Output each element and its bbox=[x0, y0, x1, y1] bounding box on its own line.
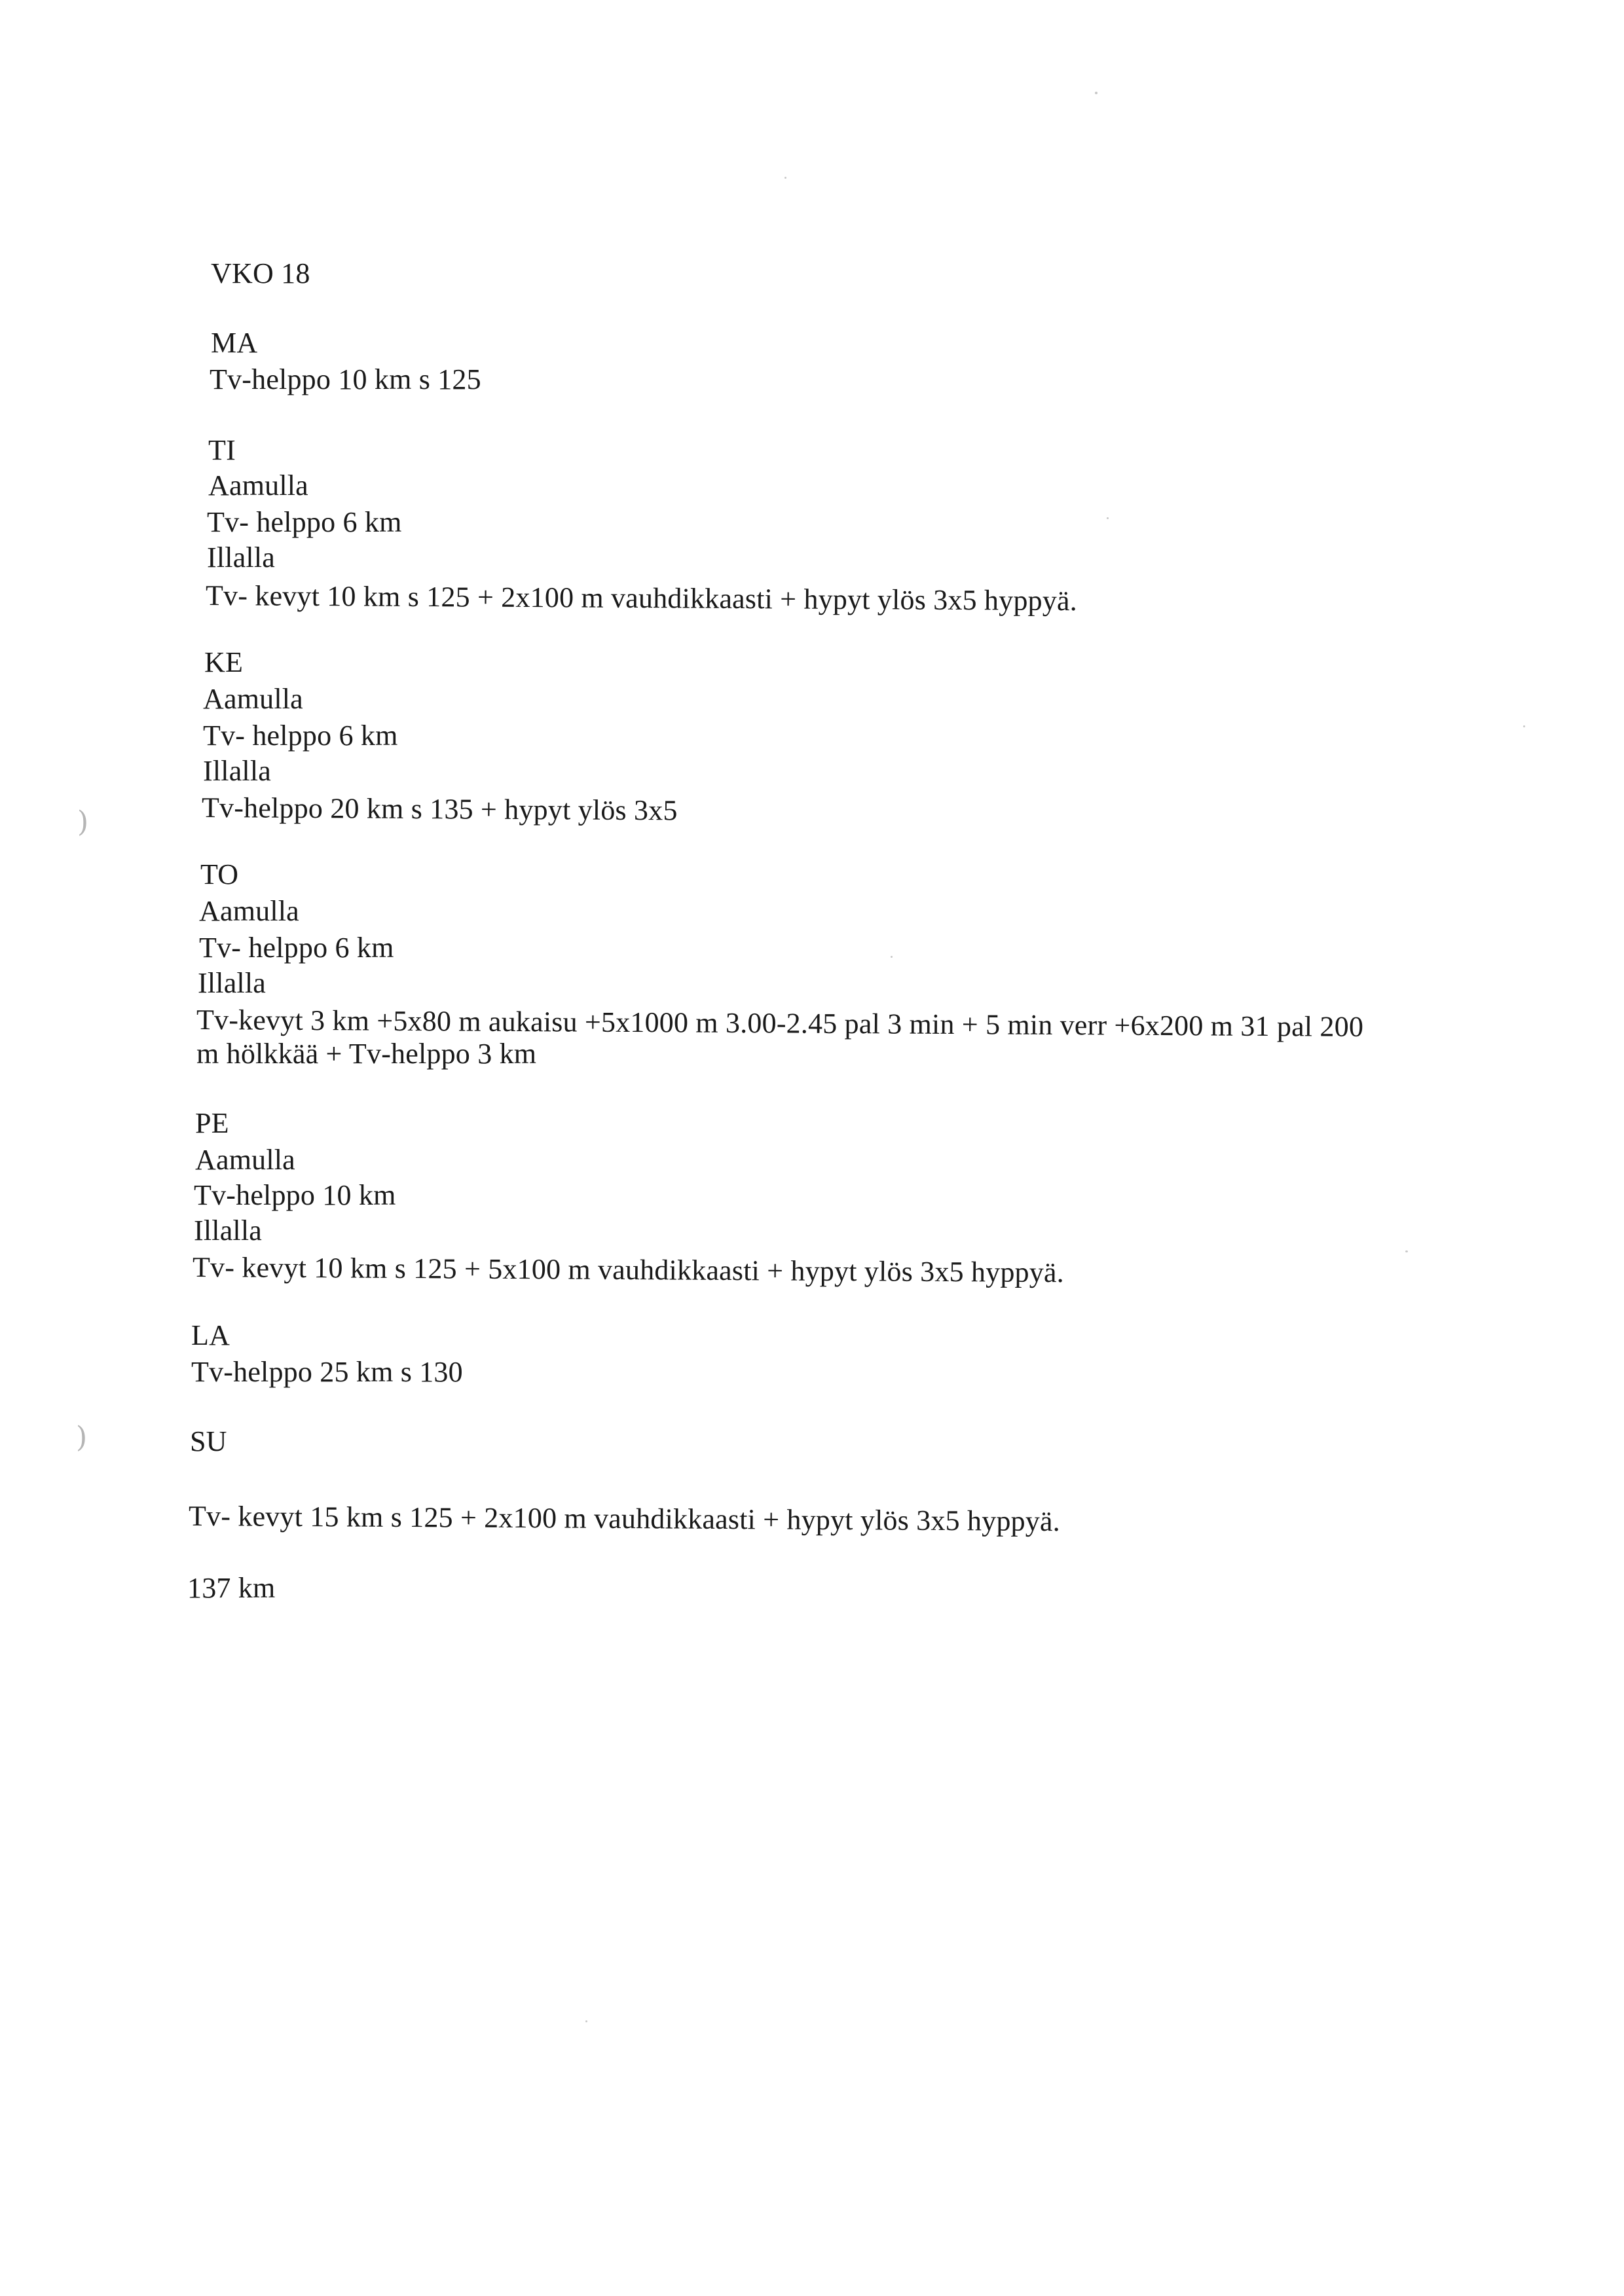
day-heading-la: LA bbox=[191, 1319, 231, 1351]
document-title: VKO 18 bbox=[211, 257, 310, 289]
scan-speck bbox=[784, 177, 786, 179]
day-heading-to: TO bbox=[200, 858, 239, 890]
day-line: Aamulla bbox=[203, 683, 303, 715]
day-line: Tv- helppo 6 km bbox=[199, 932, 394, 964]
day-line: Tv-kevyt 3 km +5x80 m aukaisu +5x1000 m 3.00-2.45 pal 3 min + 5 min verr +6x200 m 31 pal 200 bbox=[196, 1004, 1364, 1043]
scan-speck bbox=[585, 2020, 587, 2022]
day-line: Tv-helppo 20 km s 135 + hypyt ylös 3x5 bbox=[201, 792, 678, 827]
margin-mark: ) bbox=[77, 805, 89, 839]
total-distance: 137 km bbox=[187, 1572, 276, 1604]
day-heading-pe: PE bbox=[195, 1107, 229, 1139]
day-line: Aamulla bbox=[199, 895, 299, 927]
day-line: Illalla bbox=[207, 541, 276, 574]
day-heading-ti: TI bbox=[208, 434, 236, 466]
day-line: Aamulla bbox=[208, 469, 308, 501]
day-line: Illalla bbox=[203, 755, 272, 787]
day-line: Tv- kevyt 15 km s 125 + 2x100 m vauhdikkaasti + hypyt ylös 3x5 hyppyä. bbox=[188, 1500, 1061, 1538]
day-line: Tv-helppo 10 km bbox=[194, 1179, 396, 1211]
day-line: Tv- helppo 6 km bbox=[207, 506, 402, 538]
day-line: Illalla bbox=[198, 967, 267, 999]
day-line: Tv-helppo 10 km s 125 bbox=[210, 363, 481, 395]
day-heading-ke: KE bbox=[204, 646, 244, 678]
scan-speck bbox=[1523, 725, 1525, 727]
scan-speck bbox=[1107, 517, 1109, 519]
day-line: m hölkkää + Tv-helppo 3 km bbox=[196, 1038, 537, 1070]
scan-speck bbox=[1405, 1250, 1408, 1252]
margin-mark: ) bbox=[76, 1421, 88, 1454]
day-line: Tv- kevyt 10 km s 125 + 2x100 m vauhdikkaasti + hypyt ylös 3x5 hyppyä. bbox=[205, 579, 1078, 617]
day-line: Tv- helppo 6 km bbox=[203, 720, 398, 752]
day-line: Tv-helppo 25 km s 130 bbox=[191, 1356, 463, 1388]
scan-speck bbox=[891, 956, 893, 958]
day-line: Tv- kevyt 10 km s 125 + 5x100 m vauhdikkaasti + hypyt ylös 3x5 hyppyä. bbox=[192, 1251, 1065, 1289]
day-line: Aamulla bbox=[195, 1144, 295, 1176]
day-heading-ma: MA bbox=[211, 327, 258, 359]
day-line: Illalla bbox=[194, 1214, 263, 1247]
scan-speck bbox=[1095, 92, 1098, 94]
day-heading-su: SU bbox=[190, 1425, 227, 1457]
